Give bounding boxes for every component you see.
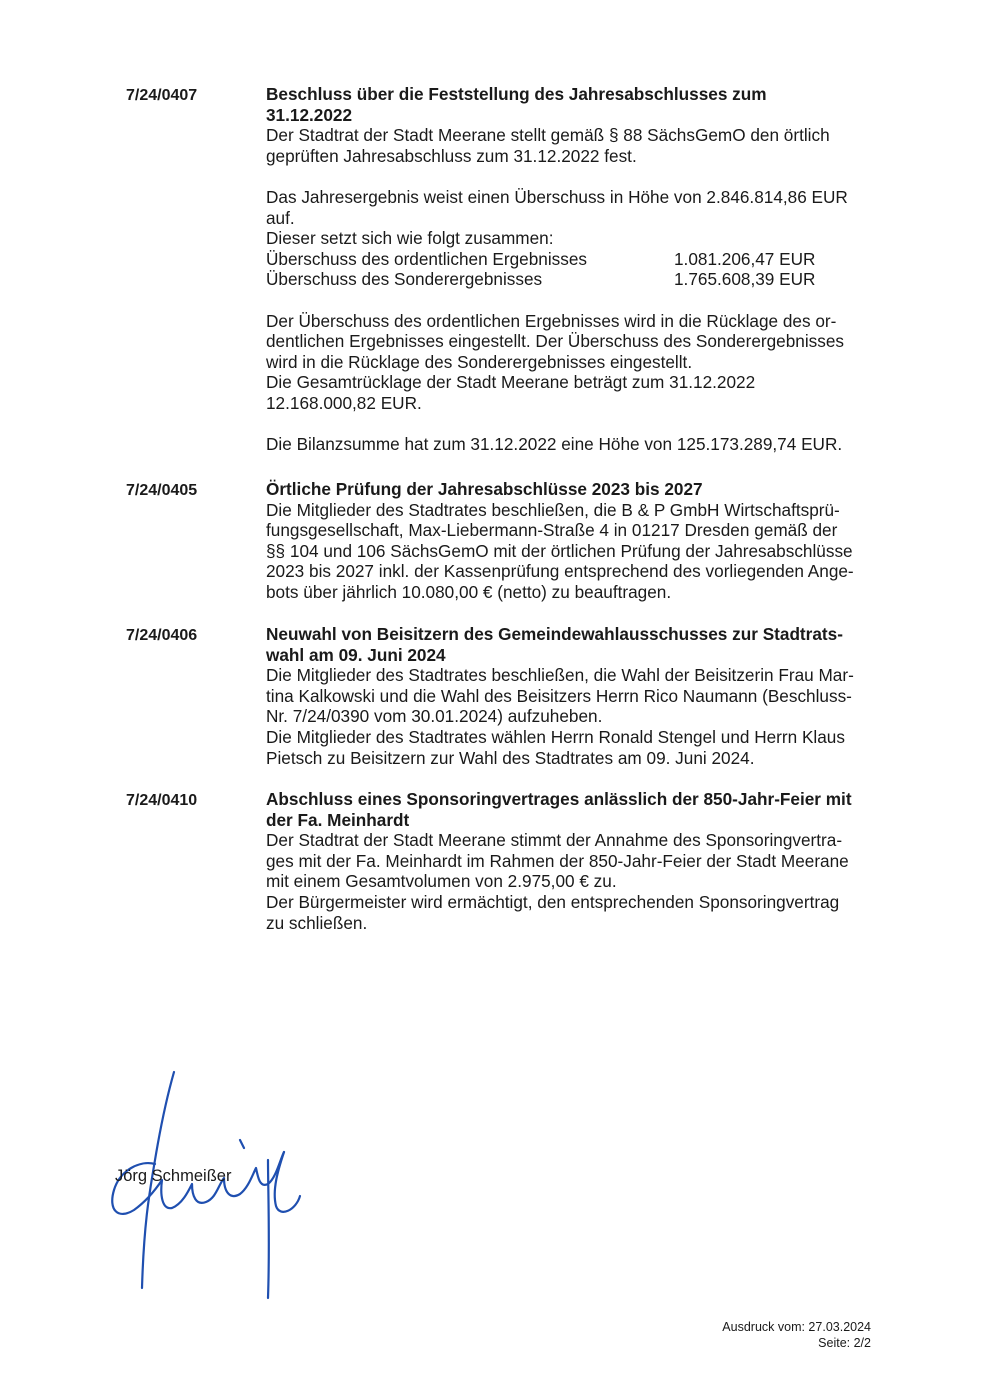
breakdown-value: 1.081.206,47 EUR xyxy=(674,248,816,269)
resolution-allocation: Der Überschuss des ordentlichen Ergebnisses wird in die Rücklage des or- dentlichen Ergebnisses eingestellt. Der Überschuss des Sonderergebnisses wird in die Rücklage des Sonderergebnisses eingestellt. Die Gesamtrücklage der Stadt Meerane beträgt zum 31.12.2022 12.168.000,82 EUR. xyxy=(266,310,845,413)
resolution-balance: Die Bilanzsumme hat zum 31.12.2022 eine Höhe von 125.173.289,74 EUR. xyxy=(266,434,843,455)
resolution-title: Neuwahl von Beisitzern des Gemeindewahlausschusses zur Stadtrats- wahl am 09. Juni 2024 xyxy=(266,624,843,665)
resolution-body xyxy=(266,624,891,768)
resolution-text: Der Stadtrat der Stadt Meerane stimmt der Annahme des Sponsoringvertra- ges mit der Fa. Meinhardt im Rahmen der 850-Jahr-Feier der Stadt Meerane mit einem Gesamtvolumen von 2.975,00 € zu. Der Bürgermeister wird ermächtigt, den entsprechenden Sponsoringvertrag zu schließen. xyxy=(266,830,849,933)
resolution-title: Abschluss eines Sponsoringvertrages anlässlich der 850-Jahr-Feier mit der Fa. Meinhardt xyxy=(266,789,852,830)
resolution-number: 7/24/0405 xyxy=(126,482,198,499)
breakdown-value: 1.765.608,39 EUR xyxy=(674,269,816,290)
page-footer xyxy=(722,1319,871,1351)
resolution-result: Das Jahresergebnis weist einen Überschuss in Höhe von 2.846.814,86 EUR auf. Dieser setzt sich wie folgt zusammen: xyxy=(266,186,848,249)
breakdown-label: Überschuss des ordentlichen Ergebnisses xyxy=(266,248,588,269)
resolution-title: Beschluss über die Feststellung des Jahresabschlusses zum 31.12.2022 xyxy=(266,84,767,125)
signer-name: Jörg Schmeißer xyxy=(115,1167,232,1185)
resolution-intro: Der Stadtrat der Stadt Meerane stellt gemäß § 88 SächsGemO den örtlich geprüften Jahresabschluss zum 31.12.2022 fest. xyxy=(266,125,830,166)
signature-block xyxy=(100,1060,330,1300)
breakdown-row-ordinary xyxy=(266,249,891,270)
print-date: Ausdruck vom: 27.03.2024 xyxy=(722,1320,871,1334)
breakdown-row-special xyxy=(266,269,891,290)
resolution-body xyxy=(266,84,891,455)
resolution-body xyxy=(266,479,891,603)
resolution-number: 7/24/0406 xyxy=(126,627,198,644)
resolution-text: Die Mitglieder des Stadtrates beschließen, die B & P GmbH Wirtschaftsprü- fungsgesellschaft, Max-Liebermann-Straße 4 in 01217 Dresden gemäß der §§ 104 und 106 SächsGemO mit der örtlichen Prüfung der Jahresabschlüsse 2023 bis 2027 inkl. der Kassenprüfung entsprechend des vorliegenden Ange- bots über jährlich 10.080,00 € (netto) zu beauftragen. xyxy=(266,499,854,602)
resolution-body xyxy=(266,789,891,933)
page-number: Seite: 2/2 xyxy=(818,1336,871,1350)
resolution-title: Örtliche Prüfung der Jahresabschlüsse 2023 bis 2027 xyxy=(266,479,703,499)
resolution-number: 7/24/0410 xyxy=(126,792,198,809)
resolution-number: 7/24/0407 xyxy=(126,87,198,104)
breakdown-label: Überschuss des Sonderergebnisses xyxy=(266,269,543,290)
resolution-text: Die Mitglieder des Stadtrates beschließen, die Wahl der Beisitzerin Frau Mar- tina Kalkowski und die Wahl des Beisitzers Herrn Rico Naumann (Beschluss- Nr. 7/24/0390 vom 30.01.2024) aufzuheben. Die Mitglieder des Stadtrates wählen Herrn Ronald Stengel und Herrn Klaus Pietsch zu Beisitzern zur Wahl des Stadtrates am 09. Juni 2024. xyxy=(266,665,854,768)
